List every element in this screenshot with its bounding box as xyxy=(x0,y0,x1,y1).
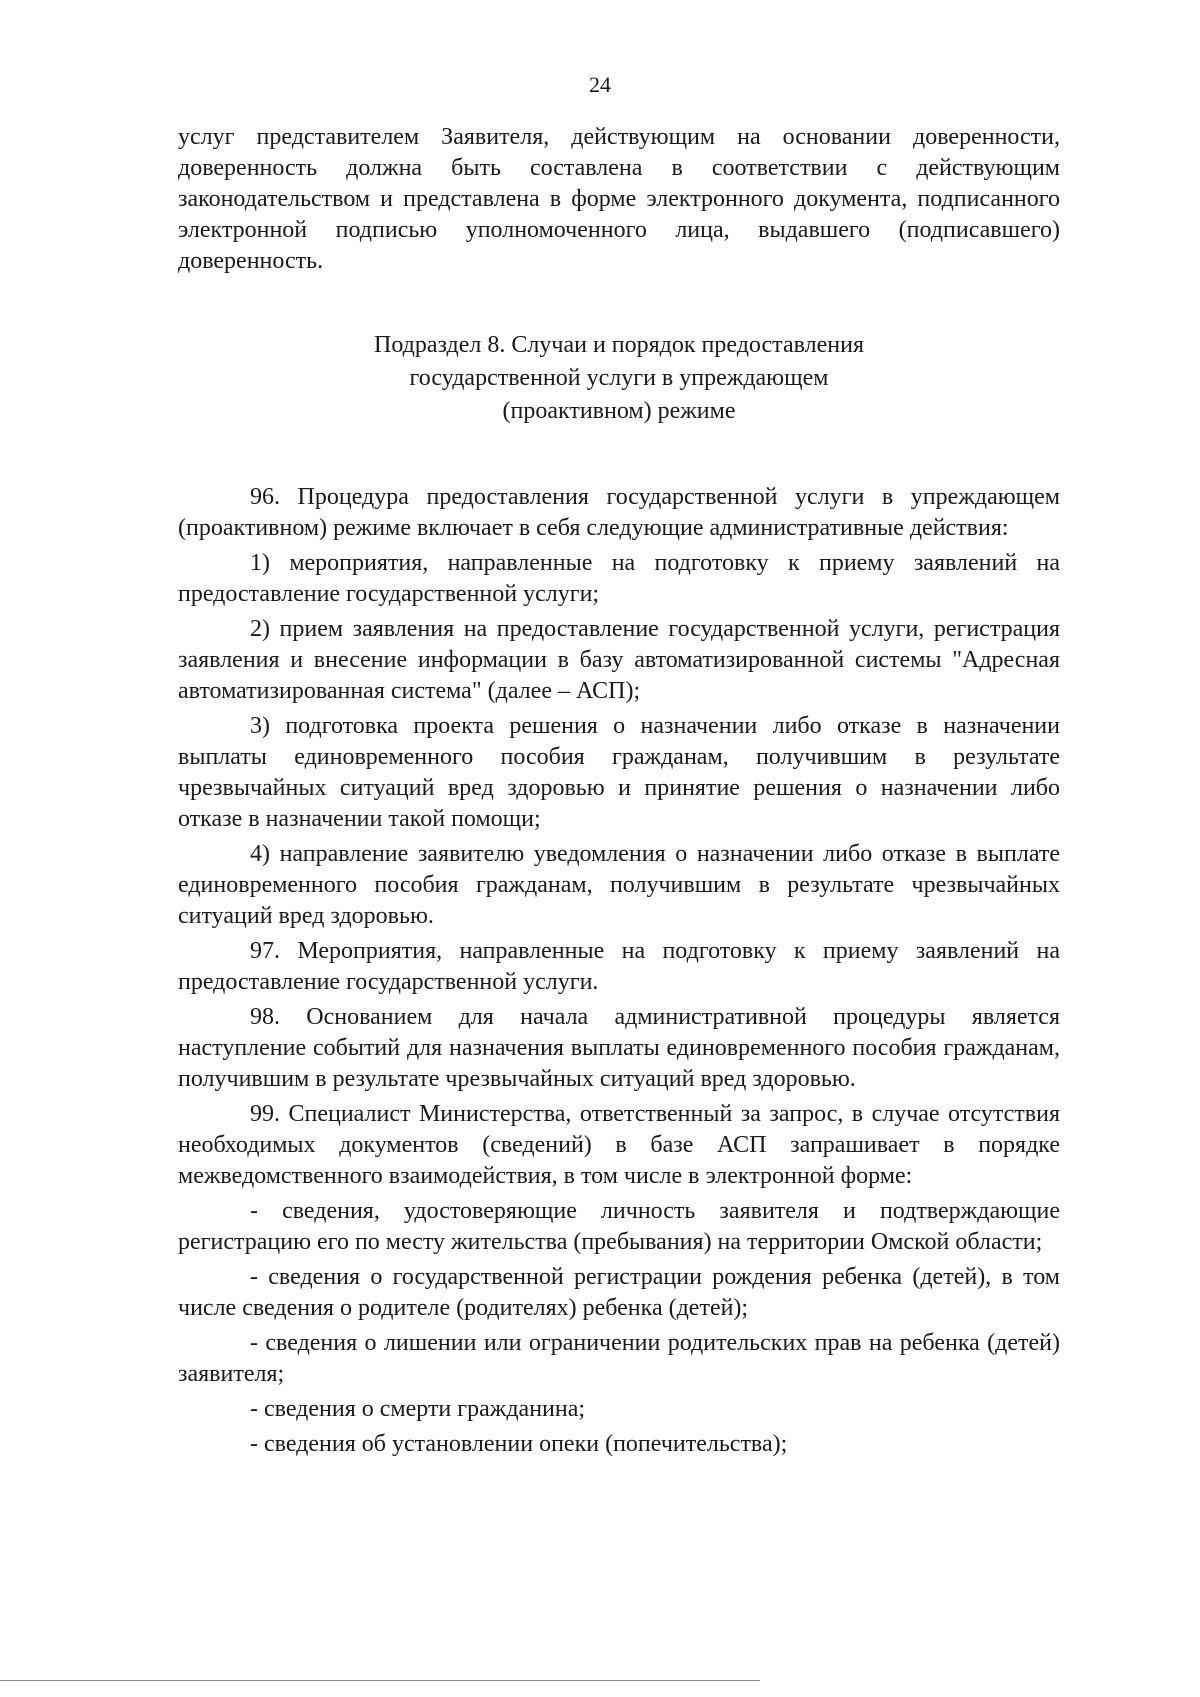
dash-item-death: - сведения о смерти гражданина; xyxy=(250,1396,586,1422)
document-body xyxy=(178,122,1060,1460)
dash-item-parental-rights: - сведения о лишении или ограничении родительских прав на ребенка (детей) заявителя; xyxy=(178,1330,1060,1387)
section-heading-line-3: (проактивном) режиме xyxy=(502,398,736,424)
paragraph-96: 96. Процедура предоставления государственной услуги в упреждающем (проактивном) режиме включает в себя следующие административные действия: xyxy=(178,484,1060,541)
paragraph-97: 97. Мероприятия, направленные на подготовку к приему заявлений на предоставление государственной услуги. xyxy=(178,938,1060,995)
section-heading-line-1: Подраздел 8. Случаи и порядок предоставления xyxy=(374,332,864,358)
section-heading xyxy=(178,329,1060,428)
list-item-3: 3) подготовка проекта решения о назначении либо отказе в назначении выплаты единовременного пособия гражданам, получившим в результате чрезвычайных ситуаций вред здоровью и принятие решения о назначении либо отказе в назначении такой помощи; xyxy=(178,713,1060,832)
intro-paragraph: услуг представителем Заявителя, действующим на основании доверенности, доверенность должна быть составлена в соответствии с действующим законодательством и представлена в форме электронного документа, подписанного электронной подписью уполномоченного лица, выдавшего (подписавшего) доверенность. xyxy=(178,124,1060,274)
dash-item-birth: - сведения о государственной регистрации рождения ребенка (детей), в том числе сведения о родителе (родителях) ребенка (детей); xyxy=(178,1264,1060,1321)
bottom-scan-line xyxy=(0,1680,760,1681)
paragraph-98: 98. Основанием для начала административной процедуры является наступление событий для назначения выплаты единовременного пособия гражданам, получившим в результате чрезвычайных ситуаций вред здоровью. xyxy=(178,1004,1060,1092)
list-item-4: 4) направление заявителю уведомления о назначении либо отказе в выплате единовременного пособия гражданам, получившим в результате чрезвычайных ситуаций вред здоровью. xyxy=(178,841,1060,929)
section-heading-line-2: государственной услуги в упреждающем xyxy=(409,365,829,391)
list-item-2: 2) прием заявления на предоставление государственной услуги, регистрация заявления и внесение информации в базу автоматизированной системы "Адресная автоматизированная система" (далее – АСП); xyxy=(178,616,1060,704)
list-item-1: 1) мероприятия, направленные на подготовку к приему заявлений на предоставление государственной услуги; xyxy=(178,550,1060,607)
dash-item-identity: - сведения, удостоверяющие личность заявителя и подтверждающие регистрацию его по месту жительства (пребывания) на территории Омской области; xyxy=(178,1198,1060,1255)
page-number: 24 xyxy=(589,72,611,97)
dash-item-guardianship: - сведения об установлении опеки (попечительства); xyxy=(250,1431,788,1457)
paragraph-99: 99. Специалист Министерства, ответственный за запрос, в случае отсутствия необходимых документов (сведений) в базе АСП запрашивает в порядке межведомственного взаимодействия, в том числе в электронной форме: xyxy=(178,1101,1060,1189)
